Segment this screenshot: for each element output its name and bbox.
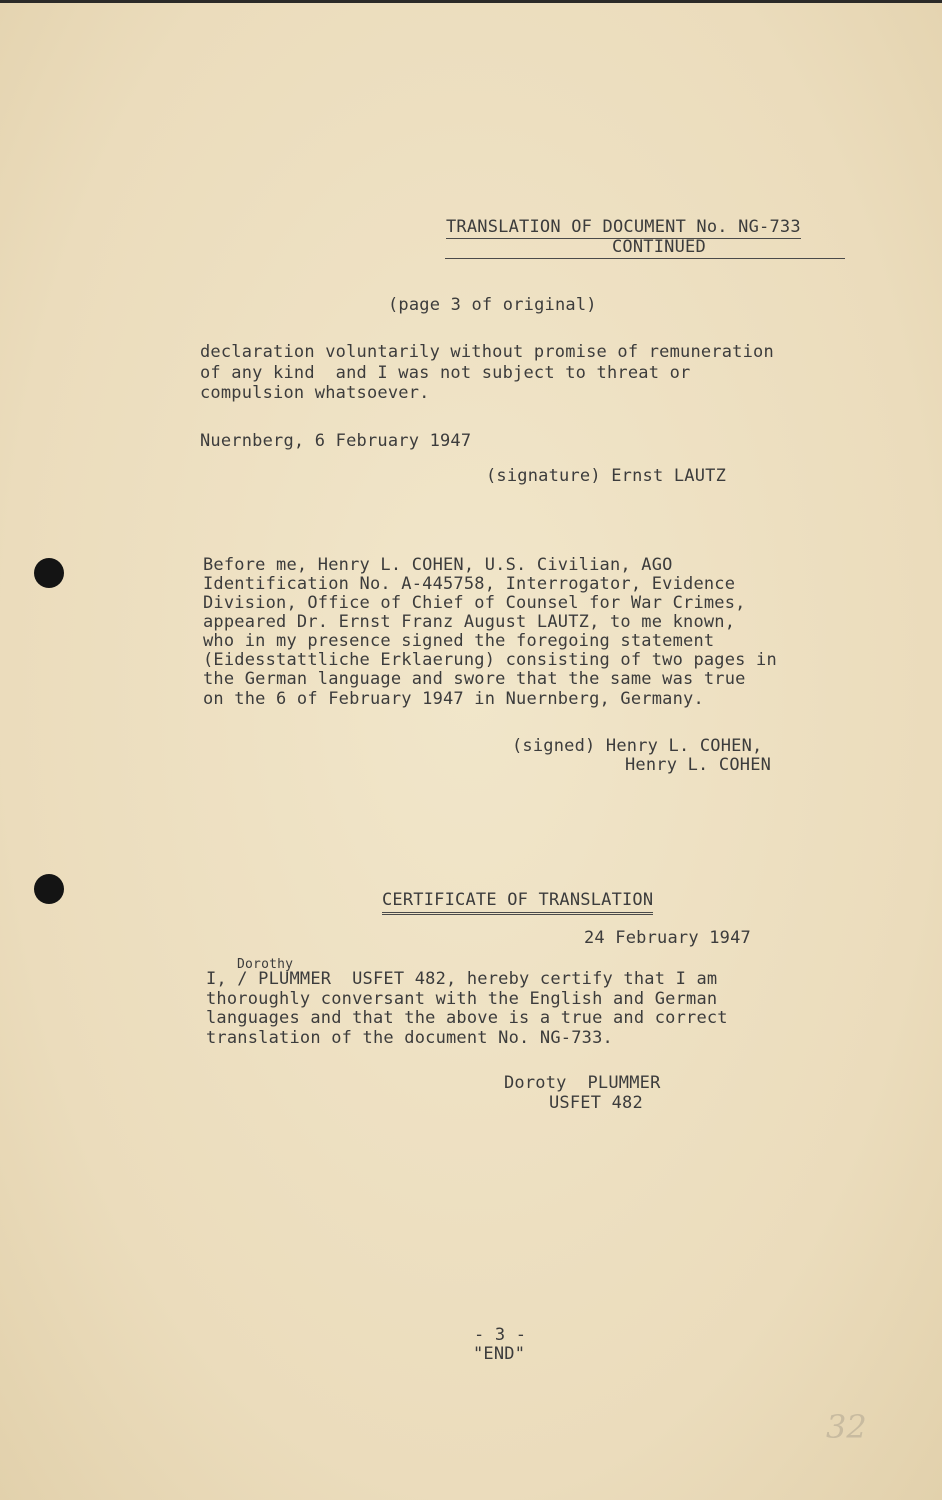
header-continued-line — [445, 238, 845, 259]
oath-line-3: Division, Office of Chief of Counsel for War Crimes, — [203, 593, 746, 613]
place-date: Nuernberg, 6 February 1947 — [200, 431, 472, 451]
inserted-first-name: Dorothy — [237, 957, 294, 972]
cohen-signed: (signed) Henry L. COHEN, — [512, 736, 763, 756]
page-reference: (page 3 of original) — [388, 295, 597, 315]
punch-hole-upper — [34, 558, 64, 588]
oath-line-4: appeared Dr. Ernst Franz August LAUTZ, to me known, — [203, 612, 736, 632]
declaration-line-1: declaration voluntarily without promise of remuneration — [200, 342, 774, 362]
declaration-line-3: compulsion whatsoever. — [200, 383, 430, 403]
certificate-line-4: translation of the document No. NG-733. — [206, 1028, 613, 1048]
punch-hole-lower — [34, 874, 64, 904]
translator-unit: USFET 482 — [549, 1093, 643, 1113]
certificate-line-3: languages and that the above is a true and correct — [206, 1008, 728, 1028]
certificate-line-2: thoroughly conversant with the English and German — [206, 989, 718, 1009]
oath-line-2: Identification No. A-445758, Interrogator, Evidence — [203, 574, 736, 594]
oath-line-8: on the 6 of February 1947 in Nuernberg, Germany. — [203, 689, 704, 709]
translator-signature: Doroty PLUMMER — [504, 1073, 661, 1093]
end-mark: "END" — [473, 1344, 526, 1364]
scan-top-edge — [0, 0, 942, 3]
certificate-date: 24 February 1947 — [584, 928, 751, 948]
oath-line-1: Before me, Henry L. COHEN, U.S. Civilian, AGO — [203, 555, 673, 575]
cohen-name: Henry L. COHEN — [625, 755, 772, 775]
header-continued: CONTINUED — [612, 237, 706, 257]
oath-line-6: (Eidesstattliche Erklaerung) consisting of two pages in — [203, 650, 777, 670]
declaration-line-2: of any kind and I was not subject to threat or — [200, 363, 691, 383]
certificate-title: CERTIFICATE OF TRANSLATION — [382, 891, 653, 915]
handwritten-page-number: 32 — [826, 1408, 867, 1446]
page-number: - 3 - — [474, 1325, 527, 1345]
lautz-signature: (signature) Ernst LAUTZ — [486, 466, 727, 486]
header-title: TRANSLATION OF DOCUMENT No. NG-733 — [446, 217, 801, 237]
certificate-line-1: I, / PLUMMER USFET 482, hereby certify that I am — [206, 969, 718, 989]
oath-line-7: the German language and swore that the same was true — [203, 669, 746, 689]
oath-line-5: who in my presence signed the foregoing statement — [203, 631, 715, 651]
